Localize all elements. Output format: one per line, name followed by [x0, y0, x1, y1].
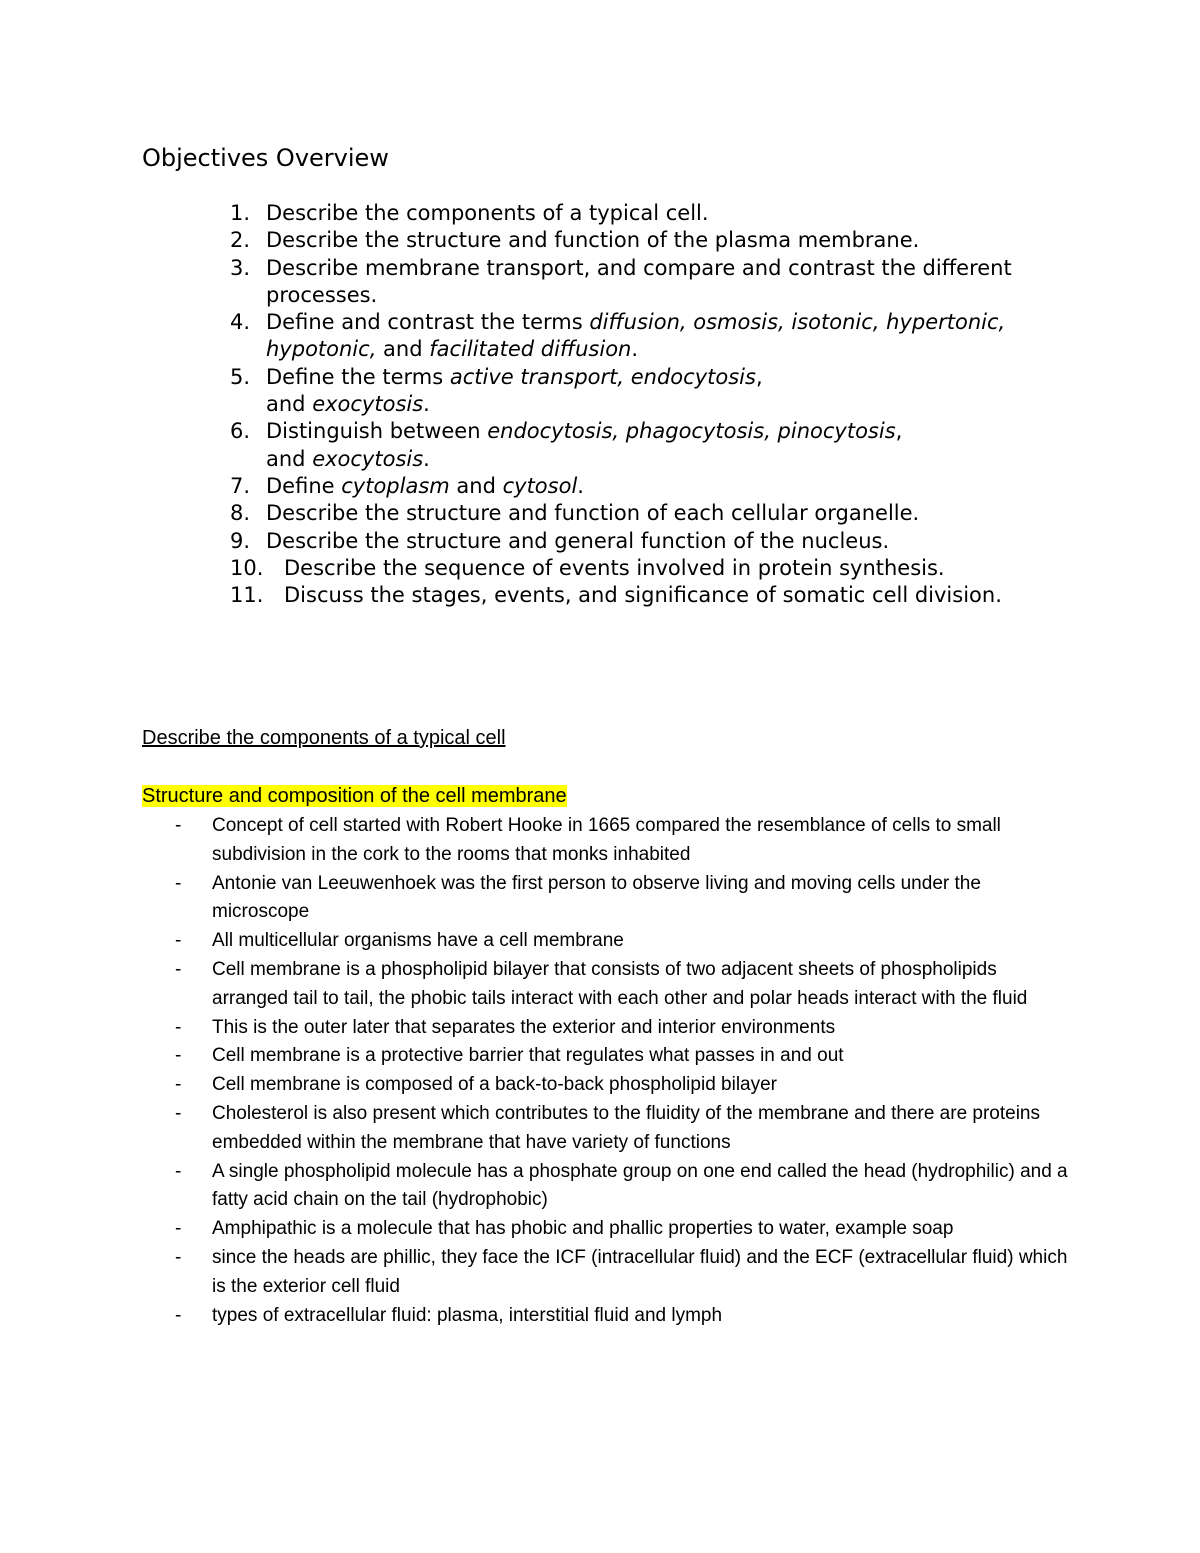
bullet-dash: - — [175, 930, 182, 952]
note-text: Concept of cell started with Robert Hooke in 1665 compared the resemblance of cells to small subdivision in the cork to the rooms that monks inhabited — [212, 815, 1001, 865]
objective-text — [266, 309, 1042, 364]
objective-item — [142, 200, 1042, 227]
subsection-heading — [142, 783, 567, 809]
objective-text — [266, 582, 1042, 609]
objective-term: endocytosis, phagocytosis, pinocytosis — [487, 419, 896, 444]
objective-item — [142, 255, 1042, 310]
page-title: Objectives Overview — [142, 144, 389, 172]
objective-segment: and — [449, 473, 503, 498]
objective-segment: and — [266, 392, 313, 417]
objective-segment: . — [577, 473, 584, 498]
note-text: A single phospholipid molecule has a phosphate group on one end called the head (hydrophilic) and a fatty acid chain on the tail (hydrophobic) — [212, 1160, 1068, 1211]
objectives-list — [142, 200, 1042, 609]
objective-segment: Distinguish between — [266, 419, 488, 444]
objective-text — [266, 227, 1042, 254]
objective-segment: Describe the structure and general function of the nucleus. — [266, 528, 890, 553]
bullet-dash: - — [175, 1304, 182, 1326]
bullet-dash: - — [175, 872, 182, 894]
note-item — [142, 812, 1072, 870]
note-item — [142, 1100, 1072, 1158]
note-item — [142, 1244, 1072, 1302]
objective-segment: , — [755, 364, 763, 389]
bullet-dash: - — [175, 1016, 182, 1038]
note-text: Amphipathic is a molecule that has phobic and phallic properties to water, example soap — [212, 1218, 954, 1240]
note-text: Antonie van Leeuwenhoek was the first person to observe living and moving cells under the microscope — [212, 872, 981, 923]
objective-segment: Define the terms — [266, 364, 450, 389]
objective-text — [266, 200, 1042, 227]
objective-item — [142, 582, 1042, 609]
objective-segment: Discuss the stages, events, and significance of somatic cell division. — [284, 583, 1002, 608]
notes-list — [142, 812, 1072, 1330]
note-item — [142, 1071, 1072, 1100]
bullet-dash: - — [175, 1074, 182, 1096]
objective-term: diffusion, osmosis, isotonic, hypertonic, hypotonic, — [266, 310, 1006, 362]
objective-segment: Define — [266, 473, 342, 498]
note-item — [142, 1014, 1072, 1043]
bullet-dash: - — [175, 1246, 182, 1268]
objective-segment: Define and contrast the terms — [266, 310, 590, 335]
note-item — [142, 1158, 1072, 1216]
objective-item — [142, 500, 1042, 527]
objective-term: exocytosis — [312, 392, 424, 417]
objective-item — [142, 418, 1042, 473]
note-text: since the heads are phillic, they face the ICF (intracellular fluid) and the ECF (extracellular fluid) which is the exterior cell fluid — [212, 1246, 1068, 1297]
objective-item — [142, 473, 1042, 500]
objective-segment: , — [895, 419, 903, 444]
objective-segment: Describe the sequence of events involved in protein synthesis. — [284, 555, 945, 580]
objective-text — [266, 418, 1042, 473]
note-item — [142, 1042, 1072, 1071]
objective-item — [142, 309, 1042, 364]
note-text: Cell membrane is composed of a back-to-back phospholipid bilayer — [212, 1074, 778, 1096]
note-text: types of extracellular fluid: plasma, interstitial fluid and lymph — [212, 1304, 723, 1326]
objective-number: 2. — [230, 228, 251, 253]
objective-segment: Describe membrane transport, and compare and contrast the different processes. — [266, 255, 1012, 307]
objective-number: 3. — [230, 255, 251, 280]
note-text: This is the outer later that separates the exterior and interior environments — [212, 1016, 836, 1038]
objective-item — [142, 555, 1042, 582]
objective-text — [266, 473, 1042, 500]
note-item — [142, 1302, 1072, 1331]
objective-number: 4. — [230, 310, 251, 335]
objective-number: 1. — [230, 201, 251, 225]
objective-term: cytoplasm — [341, 473, 450, 498]
objective-segment: Describe the structure and function of each cellular organelle. — [266, 501, 920, 526]
objective-segment: . — [631, 337, 639, 362]
bullet-dash: - — [175, 1102, 182, 1124]
objective-number: 9. — [230, 528, 251, 553]
note-text: Cell membrane is a phospholipid bilayer that consists of two adjacent sheets of phospholipids arranged tail to tail, the phobic tails interact with each other and polar heads interact with the fluid — [212, 958, 1028, 1009]
section-heading: Describe the components of a typical cell — [142, 727, 506, 749]
objective-segment: . — [423, 446, 430, 471]
objective-segment: Describe the components of a typical cell. — [266, 201, 709, 225]
objective-term: active transport, endocytosis — [449, 364, 756, 389]
objective-text — [266, 364, 1042, 419]
bullet-dash: - — [175, 958, 182, 980]
objective-number: 8. — [230, 501, 251, 526]
note-text: All multicellular organisms have a cell membrane — [212, 930, 624, 952]
objective-item — [142, 364, 1042, 419]
note-item — [142, 1215, 1072, 1244]
note-item — [142, 927, 1072, 956]
objective-number: 11. — [230, 583, 264, 608]
objective-text — [266, 555, 1042, 582]
objective-segment: and — [266, 446, 313, 471]
note-text: Cholesterol is also present which contributes to the fluidity of the membrane and there are proteins embedded within the membrane that have variety of functions — [212, 1102, 1041, 1153]
objective-number: 10. — [230, 555, 264, 580]
objective-item — [142, 227, 1042, 254]
objective-number: 5. — [230, 364, 251, 389]
bullet-dash: - — [175, 1045, 182, 1067]
objective-term: facilitated diffusion — [429, 337, 632, 362]
note-item — [142, 956, 1072, 1014]
objective-text — [266, 255, 1042, 310]
objective-segment: and — [376, 337, 430, 362]
note-item — [142, 870, 1072, 928]
objective-text — [266, 528, 1042, 555]
bullet-dash: - — [175, 1160, 182, 1182]
note-text: Cell membrane is a protective barrier that regulates what passes in and out — [212, 1045, 844, 1067]
highlighted-subsection-heading: Structure and composition of the cell membrane — [142, 785, 567, 807]
objective-item — [142, 528, 1042, 555]
bullet-dash: - — [175, 1218, 182, 1240]
objective-number: 6. — [230, 419, 251, 444]
objective-term: exocytosis — [312, 446, 424, 471]
bullet-dash: - — [175, 815, 182, 836]
objective-segment: Describe the structure and function of the plasma membrane. — [266, 228, 920, 253]
objective-text — [266, 500, 1042, 527]
objective-number: 7. — [230, 473, 251, 498]
objective-segment: . — [423, 392, 430, 417]
objective-term: cytosol — [502, 473, 578, 498]
